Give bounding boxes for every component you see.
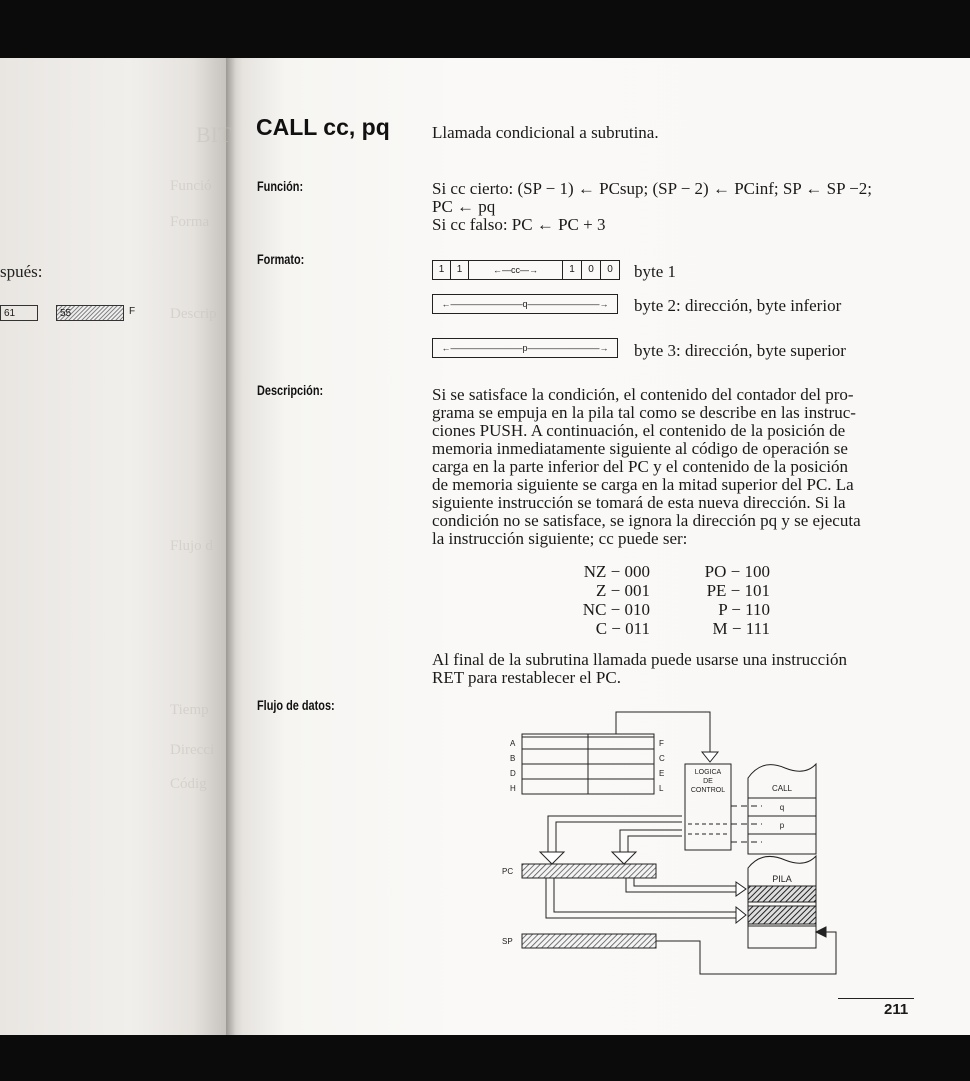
bit-cell: 1 (450, 260, 469, 280)
format-byte-3-label: byte 3: dirección, byte superior (634, 341, 846, 360)
q-arrow-left-icon: ←———————— (441, 299, 523, 309)
condition-code: Z − 001 (596, 581, 650, 600)
ghost-word: BIT (196, 122, 232, 147)
stack-block (748, 856, 816, 948)
condition-code: PO − 100 (704, 562, 770, 581)
bit-cell: 0 (581, 260, 601, 280)
ghost-word: Tiemp (170, 702, 209, 718)
final-line: Al final de la subrutina llamada puede usarse una instrucción (432, 650, 847, 669)
left-page-fragment: spués: (0, 262, 43, 281)
ghost-word: Códig (170, 776, 207, 792)
title-mnemonic: CALL (256, 114, 317, 140)
bit-cell: 1 (432, 260, 451, 280)
reg-label-a: A (510, 739, 516, 748)
memory-cell-q: q (779, 803, 785, 812)
stack-label: PILA (772, 874, 792, 884)
cc-arrow-left-icon: ←— (493, 265, 511, 275)
left-register-box-1: 61 (0, 305, 38, 321)
sp-label: SP (502, 937, 513, 946)
q-arrow-right-icon: ————————→ (527, 299, 609, 309)
bit-cell: 1 (562, 260, 582, 280)
descripcion-block (432, 386, 916, 548)
condition-code: PE − 101 (706, 581, 770, 600)
reg-label-d: D (510, 769, 516, 778)
format-byte-2-label: byte 2: dirección, byte inferior (634, 296, 842, 315)
q-field-label: q (522, 299, 528, 309)
reg-label-f: F (659, 739, 664, 748)
format-byte-1-label: byte 1 (634, 262, 677, 281)
funcion-line-1: Si cc cierto: (SP − 1) ← PCsup; (SP − 2) ← PCinf; SP ← SP −2; (432, 179, 872, 198)
pc-label: PC (502, 867, 514, 876)
p-field-label: p (522, 343, 528, 353)
register-file (522, 734, 654, 794)
cc-field (468, 260, 563, 280)
control-label-3: CONTROL (690, 787, 726, 794)
reg-label-e: E (659, 769, 665, 778)
funcion-line-3: Si cc falso: PC ← PC + 3 (432, 215, 606, 234)
control-logic-box (685, 764, 731, 850)
p-arrow-right-icon: ————————→ (527, 343, 609, 353)
left-flag-label: F (129, 306, 136, 317)
bit-cell: 0 (600, 260, 620, 280)
descripcion-line: grama se empuja en la pila tal como se describe en las instruc- (432, 403, 856, 422)
label-funcion: Función: (257, 178, 304, 194)
instruction-summary: Llamada condicional a subrutina. (432, 123, 659, 142)
q-field (432, 294, 618, 314)
pc-register (522, 864, 656, 878)
data-flow-diagram (500, 706, 840, 978)
sp-register (522, 934, 656, 948)
condition-code: NZ − 000 (583, 562, 650, 581)
descripcion-line: Si se satisface la condición, el contenido del contador del pro- (432, 385, 854, 404)
descripcion-line: condición no se satisface, se ignora la dirección pq y se ejecuta (432, 511, 861, 530)
control-label-1: LOGICA (694, 769, 722, 776)
label-formato: Formato: (257, 251, 305, 267)
page-number-rule (838, 998, 914, 999)
p-field (432, 338, 618, 358)
reg-label-b: B (510, 754, 516, 763)
control-label-2: DE (703, 778, 713, 785)
reg-label-h: H (510, 784, 516, 793)
descripcion-final (432, 651, 916, 687)
ghost-word: Funció (170, 178, 212, 194)
memory-cell-call: CALL (771, 784, 793, 793)
descripcion-line: carga en la parte inferior del PC y el contenido de la posición (432, 457, 849, 476)
condition-code: NC − 010 (582, 600, 650, 619)
label-descripcion: Descripción: (257, 382, 324, 398)
condition-code: P − 110 (718, 600, 770, 619)
format-byte-3 (432, 338, 620, 360)
descripcion-line: memoria inmediatamente siguiente al código de operación se (432, 439, 848, 458)
ghost-word: Flujo d (170, 538, 213, 554)
p-arrow-left-icon: ←———————— (441, 343, 523, 353)
descripcion-line: ciones PUSH. A continuación, el contenido de la posición de (432, 421, 846, 440)
page-number: 211 (884, 1001, 909, 1018)
ghost-word: Forma (170, 214, 210, 230)
format-byte-1 (432, 260, 620, 282)
funcion-block (432, 180, 916, 234)
reg-label-l: L (659, 784, 664, 793)
ghost-word: Descrip (170, 306, 217, 322)
title-operands: cc, pq (323, 114, 390, 140)
condition-code: C − 011 (595, 619, 650, 638)
condition-codes-right (686, 562, 770, 638)
ghost-word: Direcci (170, 742, 215, 758)
left-register-box-2: 55 (56, 305, 124, 321)
format-byte-2 (432, 294, 620, 316)
instruction-title (256, 114, 390, 141)
descripcion-line: de memoria siguiente se carga en la mitad superior del PC. La (432, 475, 854, 494)
final-line: RET para restablecer el PC. (432, 668, 621, 687)
memory-cell-p: p (779, 821, 785, 830)
condition-code: M − 111 (712, 619, 770, 638)
reg-label-c: C (659, 754, 665, 763)
cc-arrow-right-icon: —→ (520, 265, 538, 275)
condition-codes-left (560, 562, 650, 638)
label-flujo-datos: Flujo de datos: (257, 697, 335, 713)
cc-field-label: cc (511, 265, 520, 275)
descripcion-line: la instrucción siguiente; cc puede ser: (432, 529, 688, 548)
funcion-line-2: PC ← pq (432, 197, 496, 216)
descripcion-line: siguiente instrucción se tomará de esta nueva dirección. Si la (432, 493, 846, 512)
